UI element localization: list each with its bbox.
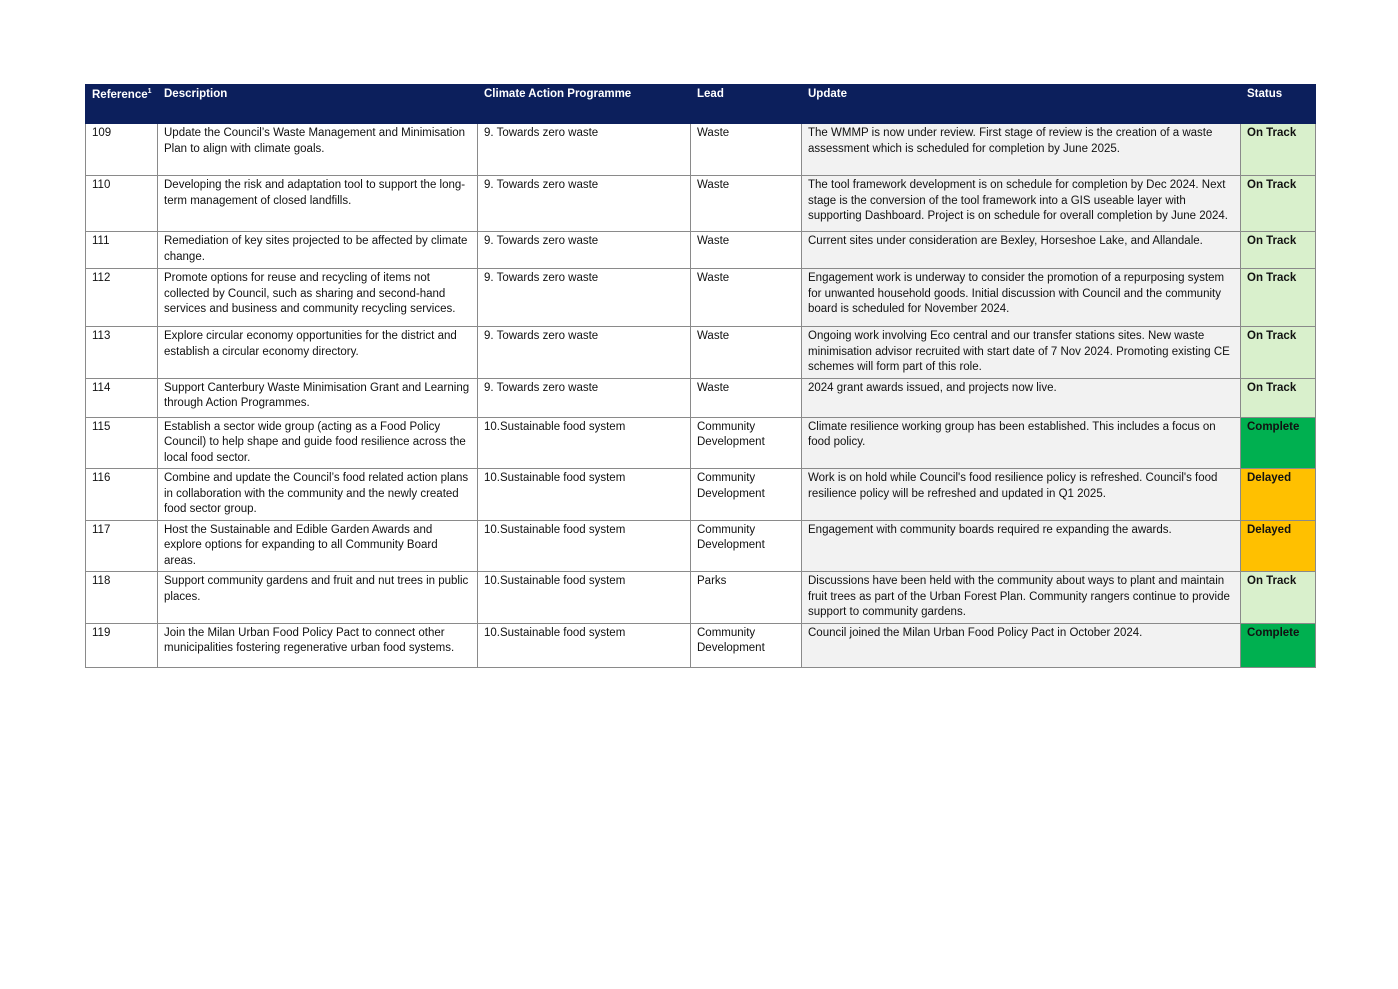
- cell-lead: Waste: [691, 176, 802, 232]
- table-header-row: [86, 85, 1316, 124]
- cell-update: Engagement with community boards required re expanding the awards.: [802, 520, 1241, 572]
- status-badge: On Track: [1241, 378, 1316, 417]
- cell-programme: 9. Towards zero waste: [478, 232, 691, 269]
- cell-description: Support Canterbury Waste Minimisation Grant and Learning through Action Programmes.: [158, 378, 478, 417]
- cell-lead: Waste: [691, 269, 802, 327]
- table-body: [86, 124, 1316, 668]
- cell-update: Discussions have been held with the community about ways to plant and maintain fruit trees as part of the Urban Forest Plan. Community rangers continue to provide support to community gardens.: [802, 572, 1241, 624]
- cell-update: 2024 grant awards issued, and projects now live.: [802, 378, 1241, 417]
- cell-programme: 10.Sustainable food system: [478, 623, 691, 667]
- status-badge: On Track: [1241, 327, 1316, 379]
- cell-lead: Waste: [691, 124, 802, 176]
- table-row: [86, 176, 1316, 232]
- table-row: [86, 520, 1316, 572]
- table-row: [86, 623, 1316, 667]
- cell-reference: 118: [86, 572, 158, 624]
- table-row: [86, 232, 1316, 269]
- header-update: Update: [802, 85, 1241, 124]
- reference-footnote-marker: 1: [147, 88, 152, 95]
- cell-lead: Community Development: [691, 520, 802, 572]
- cell-programme: 10.Sustainable food system: [478, 417, 691, 469]
- cell-programme: 9. Towards zero waste: [478, 176, 691, 232]
- cell-programme: 9. Towards zero waste: [478, 378, 691, 417]
- cell-update: Current sites under consideration are Bexley, Horseshoe Lake, and Allandale.: [802, 232, 1241, 269]
- cell-update: Council joined the Milan Urban Food Policy Pact in October 2024.: [802, 623, 1241, 667]
- table-row: [86, 378, 1316, 417]
- cell-update: Ongoing work involving Eco central and our transfer stations sites. New waste minimisation advisor recruited with start date of 7 Nov 2024. Promoting existing CE schemes will form part of this role.: [802, 327, 1241, 379]
- header-reference: [86, 85, 158, 124]
- cell-programme: 9. Towards zero waste: [478, 269, 691, 327]
- header-reference-label: Reference: [92, 88, 148, 101]
- cell-reference: 117: [86, 520, 158, 572]
- cell-lead: Community Development: [691, 623, 802, 667]
- cell-reference: 112: [86, 269, 158, 327]
- table-row: [86, 417, 1316, 469]
- header-status: Status: [1241, 85, 1316, 124]
- cell-description: Join the Milan Urban Food Policy Pact to connect other municipalities fostering regenerative urban food systems.: [158, 623, 478, 667]
- cell-update: Climate resilience working group has been established. This includes a focus on food policy.: [802, 417, 1241, 469]
- cell-update: Engagement work is underway to consider the promotion of a repurposing system for unwanted household goods. Initial discussion with Council and the community board is scheduled for November 2024.: [802, 269, 1241, 327]
- status-badge: Complete: [1241, 417, 1316, 469]
- cell-description: Developing the risk and adaptation tool to support the long-term management of closed landfills.: [158, 176, 478, 232]
- cell-reference: 113: [86, 327, 158, 379]
- status-badge: On Track: [1241, 572, 1316, 624]
- status-badge: On Track: [1241, 124, 1316, 176]
- header-lead: Lead: [691, 85, 802, 124]
- cell-description: Remediation of key sites projected to be affected by climate change.: [158, 232, 478, 269]
- table-row: [86, 327, 1316, 379]
- cell-update: Work is on hold while Council's food resilience policy is refreshed. Council's food resilience policy will be refreshed and updated in Q1 2025.: [802, 469, 1241, 521]
- table-row: [86, 572, 1316, 624]
- header-description: Description: [158, 85, 478, 124]
- table-row: [86, 469, 1316, 521]
- cell-description: Explore circular economy opportunities for the district and establish a circular economy directory.: [158, 327, 478, 379]
- cell-update: The WMMP is now under review. First stage of review is the creation of a waste assessment which is scheduled for completion by June 2025.: [802, 124, 1241, 176]
- cell-reference: 115: [86, 417, 158, 469]
- cell-lead: Waste: [691, 327, 802, 379]
- cell-lead: Waste: [691, 232, 802, 269]
- cell-lead: Community Development: [691, 417, 802, 469]
- table-row: [86, 269, 1316, 327]
- status-badge: On Track: [1241, 269, 1316, 327]
- cell-description: Update the Council’s Waste Management and Minimisation Plan to align with climate goals.: [158, 124, 478, 176]
- cell-reference: 116: [86, 469, 158, 521]
- status-badge: Complete: [1241, 623, 1316, 667]
- status-badge: On Track: [1241, 232, 1316, 269]
- cell-programme: 10.Sustainable food system: [478, 520, 691, 572]
- cell-reference: 114: [86, 378, 158, 417]
- cell-reference: 119: [86, 623, 158, 667]
- cell-programme: 10.Sustainable food system: [478, 469, 691, 521]
- cell-update: The tool framework development is on schedule for completion by Dec 2024. Next stage is the conversion of the tool framework into a GIS useable layer with supporting Dashboard. Project is on schedule for overall completion by June 2024.: [802, 176, 1241, 232]
- table-row: [86, 124, 1316, 176]
- cell-reference: 111: [86, 232, 158, 269]
- cell-description: Establish a sector wide group (acting as a Food Policy Council) to help shape and guide food resilience across the local food sector.: [158, 417, 478, 469]
- cell-programme: 10.Sustainable food system: [478, 572, 691, 624]
- cell-programme: 9. Towards zero waste: [478, 327, 691, 379]
- cell-lead: Waste: [691, 378, 802, 417]
- status-badge: Delayed: [1241, 469, 1316, 521]
- cell-description: Combine and update the Council’s food related action plans in collaboration with the community and the newly created food sector group.: [158, 469, 478, 521]
- cell-description: Host the Sustainable and Edible Garden Awards and explore options for expanding to all Community Board areas.: [158, 520, 478, 572]
- cell-reference: 110: [86, 176, 158, 232]
- cell-lead: Parks: [691, 572, 802, 624]
- cell-description: Support community gardens and fruit and nut trees in public places.: [158, 572, 478, 624]
- cell-programme: 9. Towards zero waste: [478, 124, 691, 176]
- status-badge: On Track: [1241, 176, 1316, 232]
- cell-lead: Community Development: [691, 469, 802, 521]
- header-programme: Climate Action Programme: [478, 85, 691, 124]
- cell-description: Promote options for reuse and recycling of items not collected by Council, such as sharing and second-hand services and business and community recycling services.: [158, 269, 478, 327]
- status-badge: Delayed: [1241, 520, 1316, 572]
- cell-reference: 109: [86, 124, 158, 176]
- climate-action-table: [85, 84, 1316, 668]
